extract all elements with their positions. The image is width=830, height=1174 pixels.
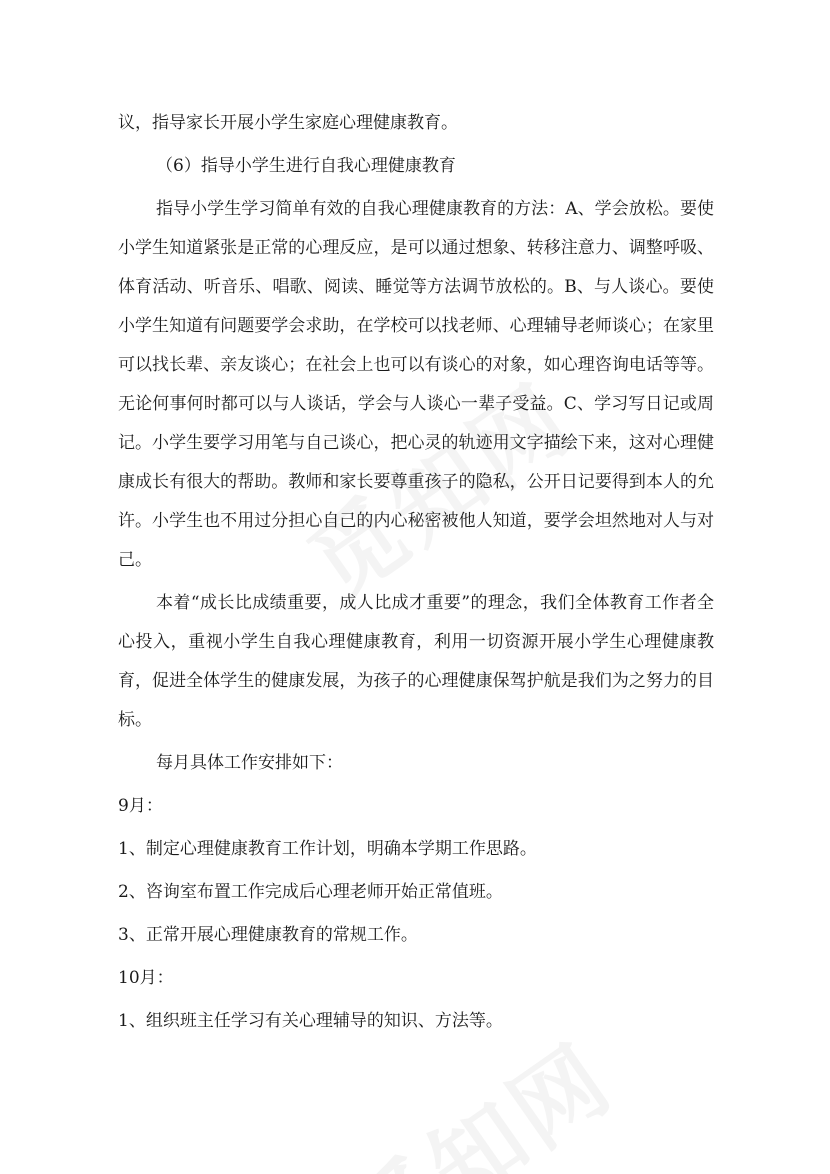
list-item: 1、制定心理健康教育工作计划，明确本学期工作思路。 (118, 839, 537, 859)
september-task-list (118, 830, 714, 955)
list-item: 3、正常开展心理健康教育的常规工作。 (118, 925, 418, 945)
list-item: 1、组织班主任学习有关心理辅导的知识、方法等。 (118, 1011, 503, 1031)
month-label-october: 10月： (118, 968, 174, 988)
paragraph-self-education-methods: 指导小学生学习简单有效的自我心理健康教育的方法：A、学会放松。要使小学生知道紧张是正常的心理反应，是可以通过想象、转移注意力、调整呼吸、体育活动、听音乐、唱歌、阅读、睡觉等方法调节放松的。B、与人谈心。要使小学生知道有问题要学会求助，在学校可以找老师、心理辅导老师谈心；在家里可以找长辈、亲友谈心；在社会上也可以有谈心的对象，如心理咨询电话等等。无论何事何时都可以与人谈话，学会与人谈心一辈子受益。C、学习写日记或周记。小学生要学习用笔与自己谈心，把心灵的轨迹用文字描绘下来，这对心理健康成长有很大的帮助。教师和家长要尊重孩子的隐私，公开日记要得到本人的允许。小学生也不用过分担心自己的内心秘密被他人知道，要学会坦然地对人与对己。 (118, 199, 714, 570)
month-label-september: 9月： (118, 796, 163, 816)
october-task-list (118, 1002, 714, 1041)
schedule-intro: 每月具体工作安排如下： (156, 753, 343, 773)
section-heading: （6）指导小学生进行自我心理健康教育 (156, 156, 456, 176)
list-item: 2、咨询室布置工作完成后心理老师开始正常值班。 (118, 882, 503, 902)
paragraph-continuation: 议，指导家长开展小学生家庭心理健康教育。 (118, 113, 458, 133)
document-body (118, 104, 714, 1041)
paragraph-philosophy: 本着“成长比成绩重要，成人比成才重要”的理念，我们全体教育工作者全心投入，重视小学生自我心理健康教育，利用一切资源开展小学生心理健康教育，促进全体学生的健康发展，为孩子的心理健康保驾护航是我们为之努力的目标。 (118, 593, 714, 730)
